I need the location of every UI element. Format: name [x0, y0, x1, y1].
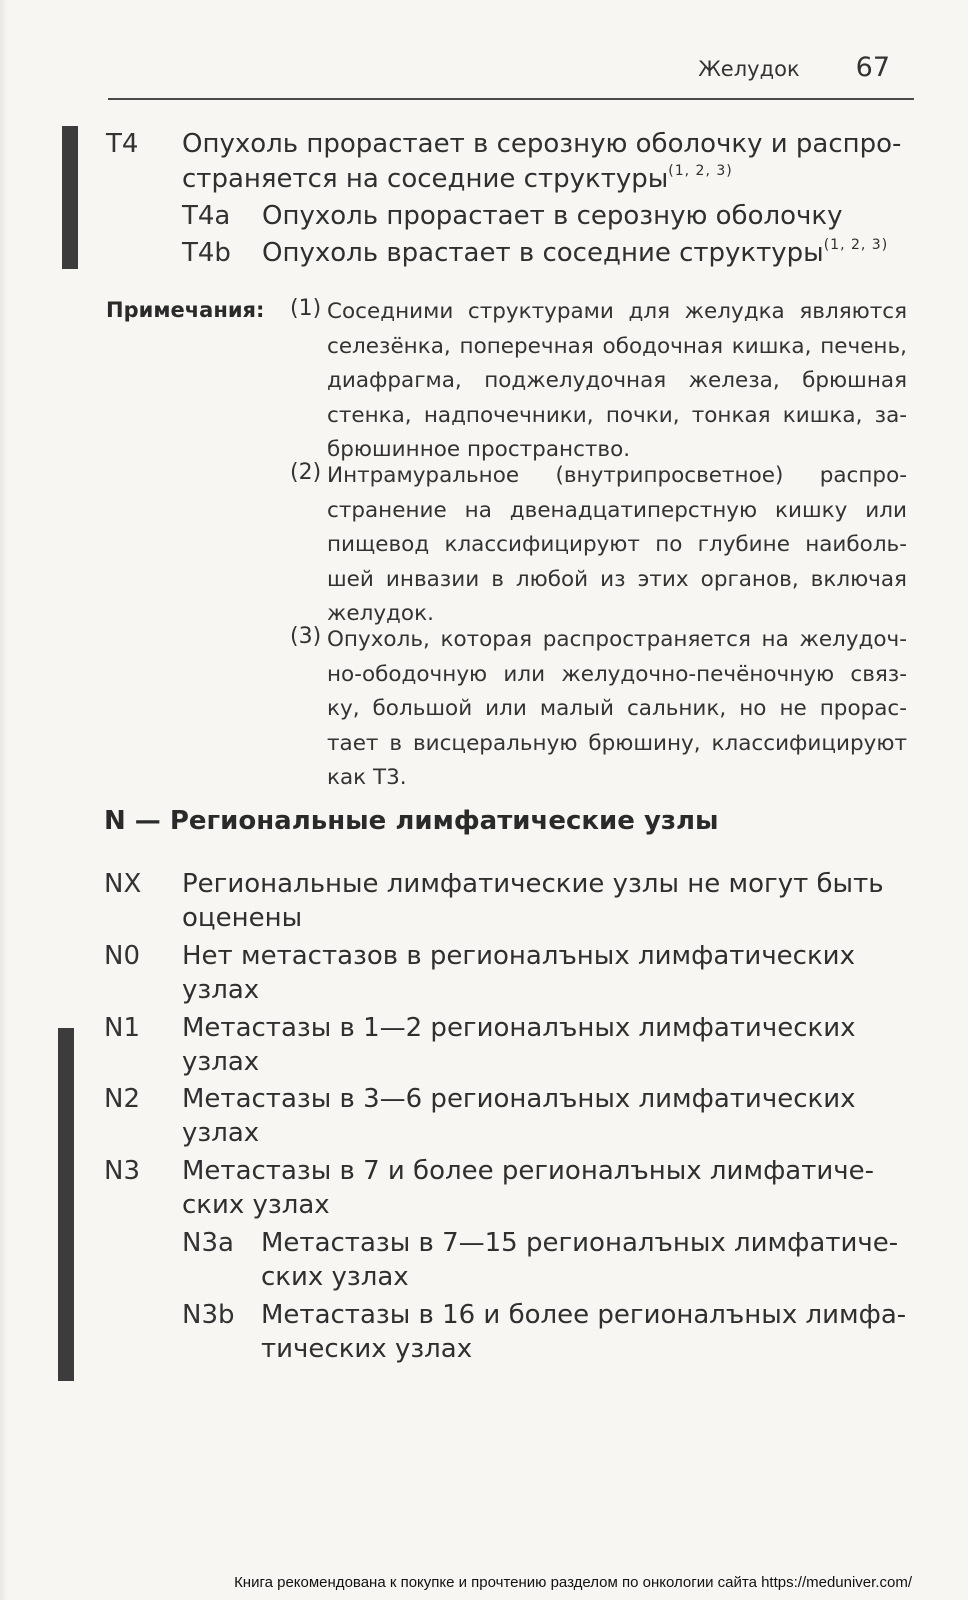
running-head: [698, 52, 890, 83]
page-number: 67: [855, 52, 890, 83]
n1-code: N1: [104, 1013, 140, 1043]
note-2-number: (2): [290, 460, 322, 485]
nx-line2: оценены: [182, 903, 303, 933]
t4b-text: Опухоль врастает в соседние структуры$^{(1, 2, 3)}$: [262, 237, 889, 268]
margin-bar-n: [58, 1028, 74, 1381]
n0-line1: Нет метастазов в регионалъных лимфатических: [182, 941, 855, 971]
n0-code: N0: [104, 941, 140, 971]
nx-code: NX: [104, 869, 142, 899]
t4-footnote-ref: (1, 2, 3): [668, 163, 733, 179]
n3-code: N3: [104, 1156, 140, 1186]
n0-line2: узлах: [182, 975, 260, 1005]
note-1-number: (1): [290, 296, 322, 321]
t4b-code: T4b: [182, 238, 231, 268]
n2-line1: Метастазы в 3—6 регионалъных лимфатических: [182, 1084, 856, 1114]
n1-line2: узлах: [182, 1047, 260, 1077]
n3b-line1: Метастазы в 16 и более регионалъных лимфа-: [261, 1300, 907, 1330]
note-3-number: (3): [290, 624, 322, 649]
header-rule: [108, 98, 914, 100]
n3-line1: Метастазы в 7 и более регионалъных лимфатиче-: [182, 1156, 875, 1186]
n3-line2: ских узлах: [182, 1190, 330, 1220]
t4a-code: T4a: [182, 201, 231, 231]
n1-line1: Метастазы в 1—2 регионалъных лимфатических: [182, 1013, 856, 1043]
note-3-text: Опухоль, которая распространяется на желудоч-но-ободочную или желудочно-печёночную связ-ку, большой или малый сальник, но не прорас-тает в висцеральную брюшину, классифицируют как Т3.: [327, 627, 907, 790]
t4-code: T4: [106, 129, 139, 159]
n3a-line2: ских узлах: [261, 1262, 409, 1292]
n-section-heading: N — Региональные лимфатические узлы: [104, 806, 719, 836]
chapter-title: Желудок: [698, 57, 800, 81]
margin-bar-t4: [62, 126, 78, 269]
page-edge-shadow: [0, 0, 8, 1600]
note-2-text: Интрамуральное (внутрипросветное) распро-странение на двенадцатиперстную кишку или пищевод классифицируют по глубине наиболь-шей инвазии в любой из этих органов, включая желудок.: [327, 463, 907, 626]
n2-code: N2: [104, 1084, 140, 1114]
t4b-footnote-ref: (1, 2, 3): [823, 237, 889, 253]
n3a-code: N3a: [182, 1228, 234, 1258]
n3b-code: N3b: [182, 1300, 235, 1330]
nx-line1: Региональные лимфатические узлы не могут быть: [182, 869, 884, 899]
note-1-text: Соседними структурами для желудка являются селезёнка, поперечная ободочная кишка, печень, диафрагма, поджелудочная железа, брюшная стенка, надпочечники, почки, тонкая кишка, за-брюшинное пространство.: [327, 299, 907, 462]
n3a-line1: Метастазы в 7—15 регионалъных лимфатиче-: [261, 1228, 899, 1258]
n2-line2: узлах: [182, 1118, 260, 1148]
t4-line2: страняется на соседние структуры$^{(1, 2, 3)}$: [182, 163, 733, 194]
notes-label: Примечания:: [106, 298, 265, 322]
t4-line1: Опухоль прорастает в серозную оболочку и распро-: [182, 129, 902, 159]
n3b-line2: тических узлах: [261, 1334, 473, 1364]
footer-note: Книга рекомендована к покупке и прочтению разделом по онкологии сайта https://meduniver.com/: [234, 1574, 912, 1591]
t4a-text: Опухоль прорастает в серозную оболочку: [262, 201, 843, 231]
